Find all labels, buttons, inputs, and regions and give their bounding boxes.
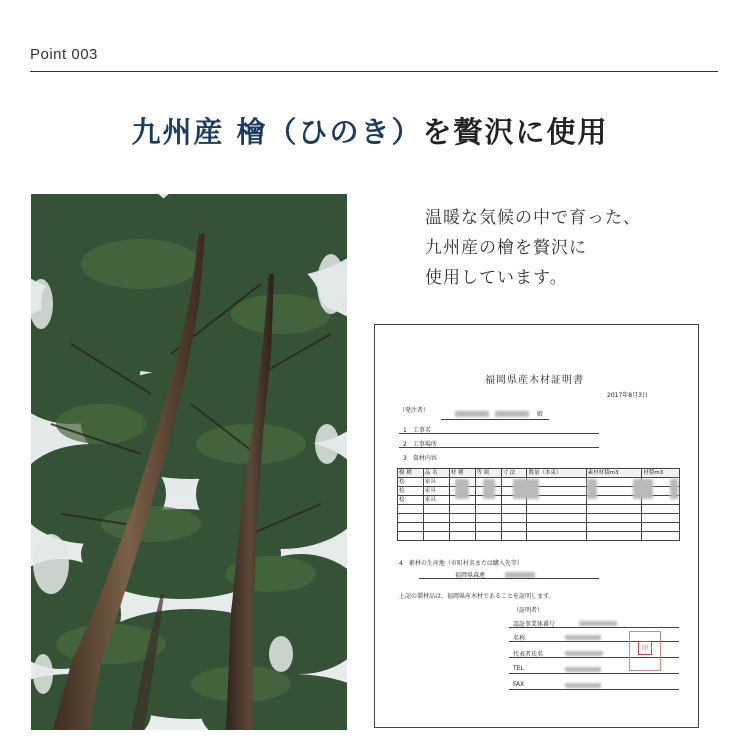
table-row <box>398 523 680 532</box>
redacted-text <box>587 479 597 499</box>
redacted-text <box>579 621 617 626</box>
table-cell: 家具 <box>423 496 449 505</box>
underline <box>399 447 599 448</box>
redacted-text <box>565 635 601 640</box>
table-cell: 桧 <box>398 478 424 487</box>
description <box>425 203 641 293</box>
description-line: 九州産の檜を贅沢に <box>425 238 587 258</box>
origin-text: 福岡県森連 <box>455 572 486 579</box>
underline <box>509 627 679 628</box>
redacted-text <box>565 651 603 656</box>
underline <box>419 578 599 579</box>
description-line: 使用しています。 <box>425 268 568 288</box>
table-header-row <box>398 469 680 478</box>
issuer-label: （発注者） <box>399 407 430 414</box>
personal-seal-icon: 印 <box>638 641 652 655</box>
cert-label: FAX <box>513 681 525 688</box>
header-divider <box>30 71 718 72</box>
cypress-trees-photo <box>31 194 347 730</box>
description-line: 温暖な気候の中で育った、 <box>425 208 641 228</box>
headline-main: 九州産 檜（ひのき） <box>131 115 423 149</box>
redacted-text <box>513 479 539 499</box>
redacted-text <box>565 683 601 688</box>
headline-tail: を贅沢に使用 <box>422 115 609 149</box>
headline <box>0 110 740 151</box>
redacted-text <box>455 411 489 417</box>
certifier-label: （証明者） <box>513 607 544 614</box>
point-label: Point 003 <box>30 46 98 63</box>
underline <box>509 689 679 690</box>
table-header: 樹 種 <box>398 469 424 478</box>
certificate-date: 2017年8月3日 <box>607 392 648 399</box>
table-cell: 家具 <box>423 478 449 487</box>
section-four: 4 素材の生産地（市町村名または購入先等） <box>399 560 523 567</box>
table-header: 寸 法 <box>501 469 527 478</box>
underline <box>441 419 549 420</box>
redacted-text <box>483 479 495 499</box>
field-label: 3 資材内容 <box>403 455 437 462</box>
cert-label: 代表者氏名 <box>513 651 544 658</box>
wood-certificate-document <box>374 324 699 728</box>
table-cell: 家具 <box>423 487 449 496</box>
field-label: 1 工事名 <box>403 427 431 434</box>
cert-label: 名称 <box>513 635 526 642</box>
table-header: 材 種 <box>449 469 475 478</box>
redacted-text <box>670 479 678 499</box>
table-header: 等 級 <box>475 469 501 478</box>
cert-label: 認証事業体番号 <box>513 621 556 628</box>
field-label: 2 工事場所 <box>403 441 437 448</box>
table-header: 数量（本束） <box>527 469 586 478</box>
table-cell: 桧 <box>398 496 424 505</box>
underline <box>399 433 599 434</box>
honorific: 殿 <box>537 411 544 418</box>
table-header: 品 名 <box>423 469 449 478</box>
certification-statement: 上記の製材品は、福岡県産木材であることを証明します。 <box>399 593 555 600</box>
cert-label: TEL <box>513 665 524 672</box>
table-header: 素材材積m3 <box>586 469 642 478</box>
table-row <box>398 532 680 541</box>
table-row <box>398 505 680 514</box>
redacted-text <box>633 479 653 499</box>
certificate-title: 福岡県産木材証明書 <box>485 375 584 386</box>
redacted-text <box>565 667 601 672</box>
underline <box>509 673 679 674</box>
table-header: 材積m3 <box>642 469 680 478</box>
redacted-text <box>495 411 529 417</box>
table-cell: 桧 <box>398 487 424 496</box>
table-row <box>398 514 680 523</box>
redacted-text <box>455 479 469 499</box>
